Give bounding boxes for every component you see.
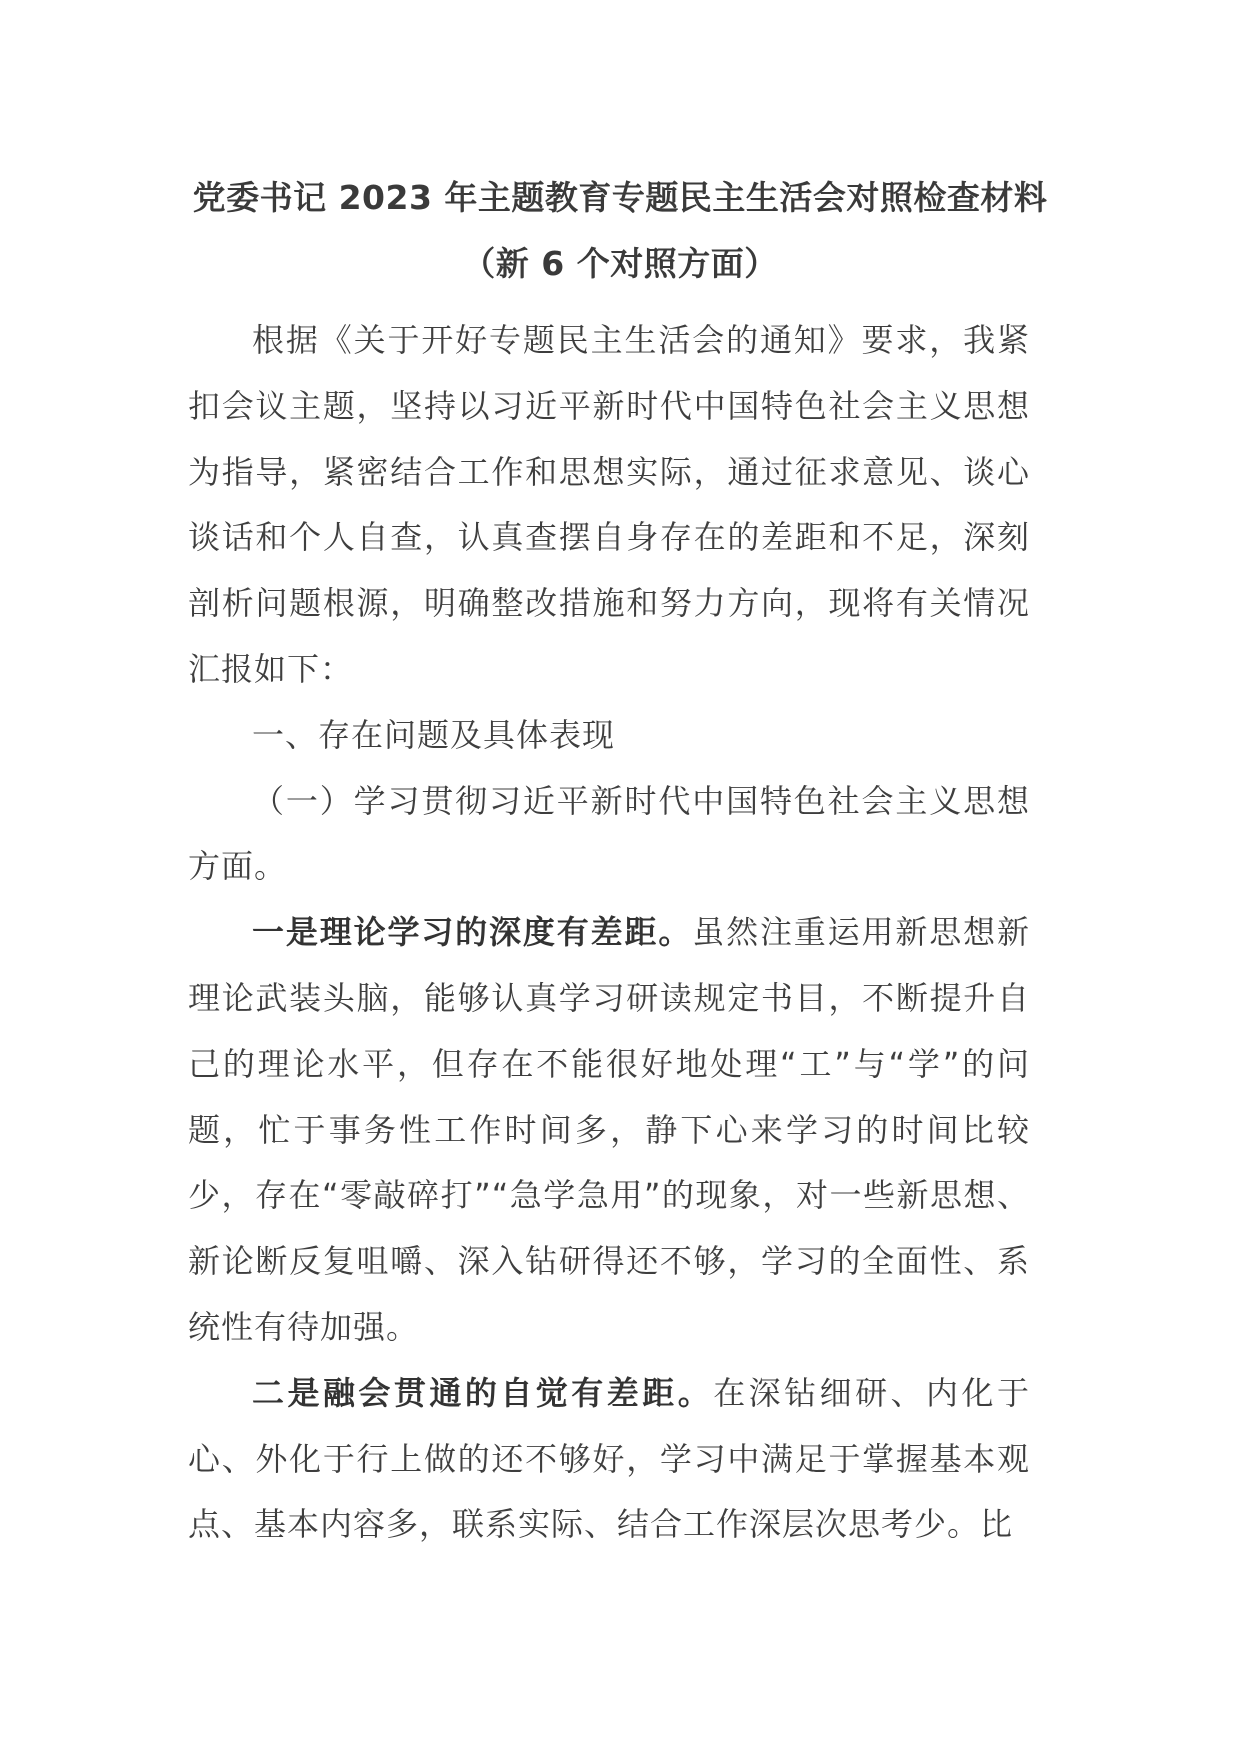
point-paragraph-2 xyxy=(188,1361,1030,1558)
point-2-lead: 二是融会贯通的自觉有差距。 xyxy=(252,1373,714,1412)
document-subtitle: （新 6 个对照方面） xyxy=(462,244,778,283)
point-1-lead: 一是理论学习的深度有差距。 xyxy=(252,913,693,952)
intro-paragraph: 根据《关于开好专题民主生活会的通知》要求，我紧扣会议主题，坚持以习近平新时代中国特色社会主义思想为指导，紧密结合工作和思想实际，通过征求意见、谈心谈话和个人自查，认真查摆自身存在的差距和不足，深刻剖析问题根源，明确整改措施和努力方向，现将有关情况汇报如下： xyxy=(188,321,1030,688)
point-1-text: 虽然注重运用新思想新理论武装头脑，能够认真学习研读规定书目，不断提升自己的理论水平，但存在不能很好地处理“工”与“学”的问题，忙于事务性工作时间多，静下心来学习的时间比较少，存在“零敲碎打”“急学急用”的现象，对一些新思想、新论断反复咀嚼、深入钻研得还不够，学习的全面性、系统性有待加强。 xyxy=(188,913,1030,1346)
point-paragraph-1 xyxy=(188,900,1030,1361)
point-2-text: 在深钻细研、内化于心、外化于行上做的还不够好，学习中满足于掌握基本观点、基本内容多，联系实际、结合工作深层次思考少。比 xyxy=(188,1373,1030,1544)
document-body xyxy=(188,308,1030,1558)
subsection-heading: （一）学习贯彻习近平新时代中国特色社会主义思想方面。 xyxy=(188,781,1030,886)
section-heading: 一、存在问题及具体表现 xyxy=(252,715,616,754)
document-title: 党委书记 2023 年主题教育专题民主生活会对照检查材料 xyxy=(192,178,1048,217)
